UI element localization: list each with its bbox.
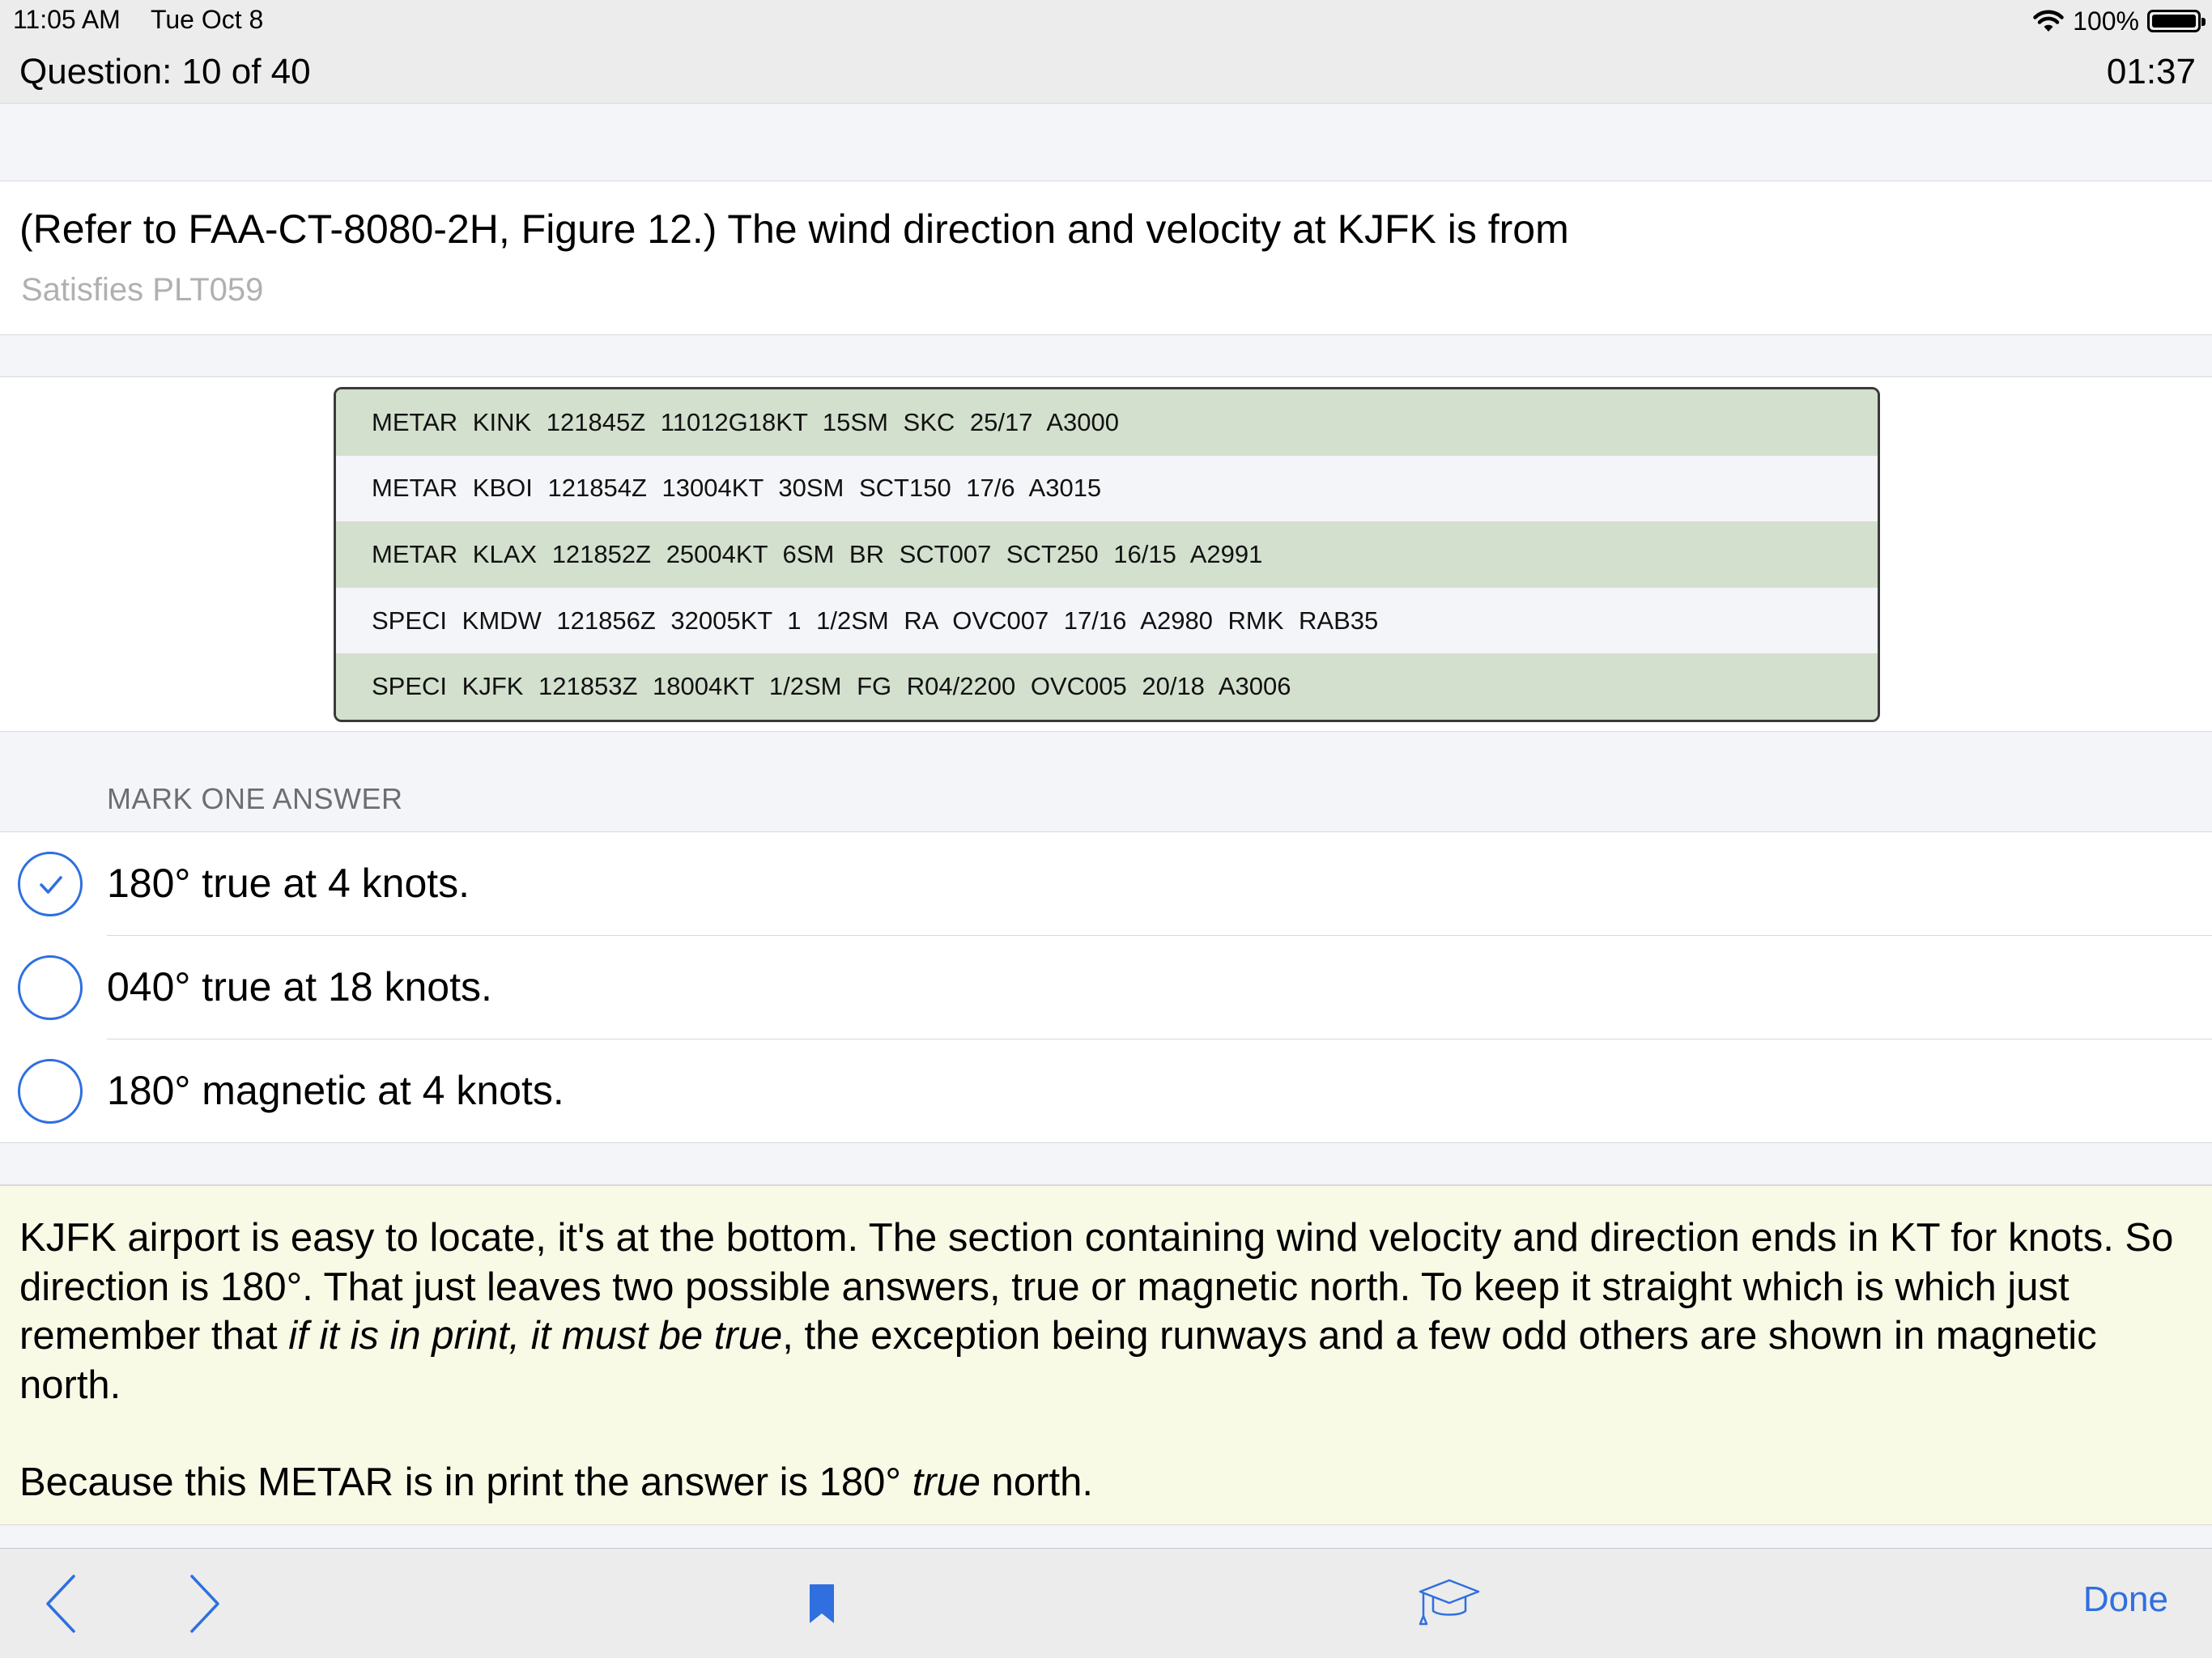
exam-timer: 01:37 — [2106, 52, 2196, 91]
battery-nub — [2201, 18, 2206, 26]
bottom-toolbar — [0, 1548, 2212, 1658]
status-bar — [0, 0, 2212, 42]
answer-text: 180° magnetic at 4 knots. — [107, 1068, 564, 1113]
header-bar — [0, 42, 2212, 104]
done-button[interactable]: Done — [2082, 1579, 2168, 1619]
question-section — [0, 181, 2212, 335]
metar-row: METAR KLAX 121852Z 25004KT 6SM BR SCT007 SCT250 16/15 A2991 — [336, 521, 1878, 588]
explanation-paragraph — [19, 1214, 2193, 1409]
answer-option-3[interactable] — [0, 1039, 2212, 1143]
answer-text: 040° true at 18 knots. — [107, 964, 492, 1010]
radio-unchecked-icon[interactable] — [18, 1059, 83, 1124]
answer-text: 180° true at 4 knots. — [107, 861, 470, 906]
battery-fill — [2152, 15, 2196, 28]
answers-header — [0, 732, 2212, 832]
answers-list — [0, 832, 2212, 1143]
section-spacer — [0, 335, 2212, 377]
graduation-cap-icon — [1417, 1575, 1482, 1633]
section-spacer — [0, 1143, 2212, 1185]
status-time: 11:05 AM — [13, 5, 121, 34]
answer-option-1[interactable] — [0, 832, 2212, 936]
section-spacer — [0, 1525, 2212, 1548]
question-reference: Satisfies PLT059 — [21, 272, 264, 308]
chevron-left-icon — [43, 1573, 79, 1639]
question-text: (Refer to FAA-CT-8080-2H, Figure 12.) The wind direction and velocity at KJFK is from — [19, 206, 1569, 252]
bookmark-button[interactable] — [802, 1581, 842, 1630]
answer-option-2[interactable] — [0, 936, 2212, 1039]
explanation-text: Because this METAR is in print the answer is 180° — [19, 1460, 912, 1504]
status-date: Tue Oct 8 — [151, 5, 264, 34]
bookmark-icon — [808, 1583, 836, 1629]
battery-percentage: 100% — [2073, 6, 2139, 36]
explanation-emphasis: if it is in print, it must be true — [288, 1314, 783, 1358]
explanation-text: , the exception being runways and a few odd others are shown in magnetic north. — [19, 1314, 2097, 1407]
next-button[interactable] — [177, 1575, 233, 1636]
metar-row: METAR KBOI 121854Z 13004KT 30SM SCT150 17/6 A3015 — [336, 456, 1878, 522]
radio-unchecked-icon[interactable] — [18, 955, 83, 1020]
metar-row: METAR KINK 121845Z 11012G18KT 15SM SKC 25/17 A3000 — [336, 389, 1878, 456]
radio-checked-icon[interactable] — [18, 852, 83, 916]
explanation-text: KJFK airport is easy to locate, it's at the bottom. The section containing wind velocity and direction ends in KT for knots. So direction is 180°. That just leaves two possible answers, true or magnetic north. To keep it straight which is which just remember that — [19, 1216, 2174, 1358]
previous-button[interactable] — [32, 1575, 89, 1636]
chevron-right-icon — [187, 1573, 223, 1639]
explanation-emphasis: true — [912, 1460, 981, 1504]
metar-row: SPECI KMDW 121856Z 32005KT 1 1/2SM RA OVC007 17/16 A2980 RMK RAB35 — [336, 588, 1878, 654]
question-counter: Question: 10 of 40 — [19, 52, 311, 91]
answers-label: MARK ONE ANSWER — [107, 782, 403, 815]
explanation-paragraph — [19, 1458, 2193, 1507]
wifi-icon — [2032, 9, 2065, 33]
explanation-panel — [0, 1185, 2212, 1525]
metar-figure[interactable] — [334, 387, 1880, 722]
study-button[interactable] — [1415, 1575, 1483, 1633]
status-indicators — [2032, 3, 2201, 39]
battery-icon — [2147, 10, 2201, 32]
section-spacer — [0, 104, 2212, 181]
explanation-text: north. — [981, 1460, 1093, 1504]
figure-section — [0, 377, 2212, 732]
metar-row: SPECI KJFK 121853Z 18004KT 1/2SM FG R04/2200 OVC005 20/18 A3006 — [336, 653, 1878, 720]
